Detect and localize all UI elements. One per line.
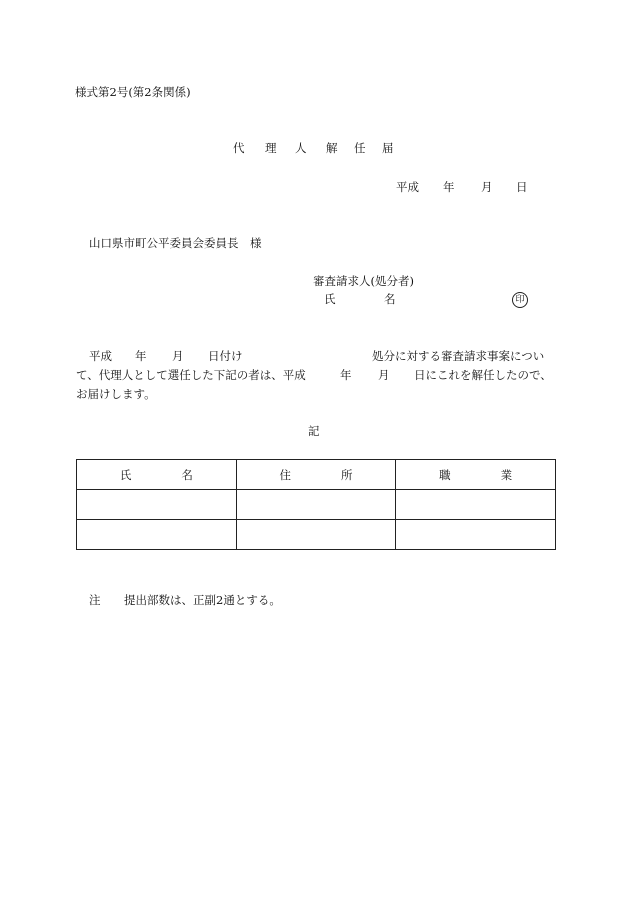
note-label: 注 [89,593,101,607]
date-year: 年 [443,180,455,194]
body-text: 月 [378,368,390,382]
date-era: 平成 [396,180,419,194]
seal-mark: 印 [512,292,528,308]
body-text: 年 [135,349,147,363]
body-text: 日にこれを解任したので、 [414,368,552,382]
body-text: 月 [172,349,184,363]
requester-label: 審査請求人(処分者) [313,274,414,288]
title-char: 任 [354,141,366,155]
header-address: 住 所 [236,460,396,490]
title-char: 届 [382,141,394,155]
header-occupation: 職 業 [396,460,556,490]
agent-table [76,459,556,550]
body-text: お届けします。 [76,387,156,401]
body-text: 年 [340,368,352,382]
name-label: 氏 [324,292,336,306]
body-text: 処分に対する審査請求事案につい [372,349,545,363]
form-number: 様式第2号(第2条関係) [75,85,191,99]
addressee: 山口県市町公平委員会委員長 様 [89,236,262,250]
date-month: 月 [481,180,493,194]
title-char: 代 [233,141,245,155]
body-text: 日付け [208,349,243,363]
table-cell[interactable] [396,490,556,520]
table-header-row [77,460,556,490]
table-row [77,490,556,520]
body-text: て、代理人として選任した下記の者は、平成 [76,368,306,382]
table-row [77,520,556,550]
table-cell[interactable] [77,520,237,550]
header-name: 氏 名 [77,460,237,490]
title-char: 理 [265,141,277,155]
body-text: 平成 [89,349,112,363]
note-text: 提出部数は、正副2通とする。 [124,593,281,607]
table-cell[interactable] [236,520,396,550]
date-day: 日 [516,180,528,194]
name-label: 名 [384,292,396,306]
table-cell[interactable] [236,490,396,520]
ki-heading: 記 [308,424,320,438]
title-char: 解 [326,141,338,155]
title-char: 人 [295,141,307,155]
table-cell[interactable] [396,520,556,550]
table-cell[interactable] [77,490,237,520]
